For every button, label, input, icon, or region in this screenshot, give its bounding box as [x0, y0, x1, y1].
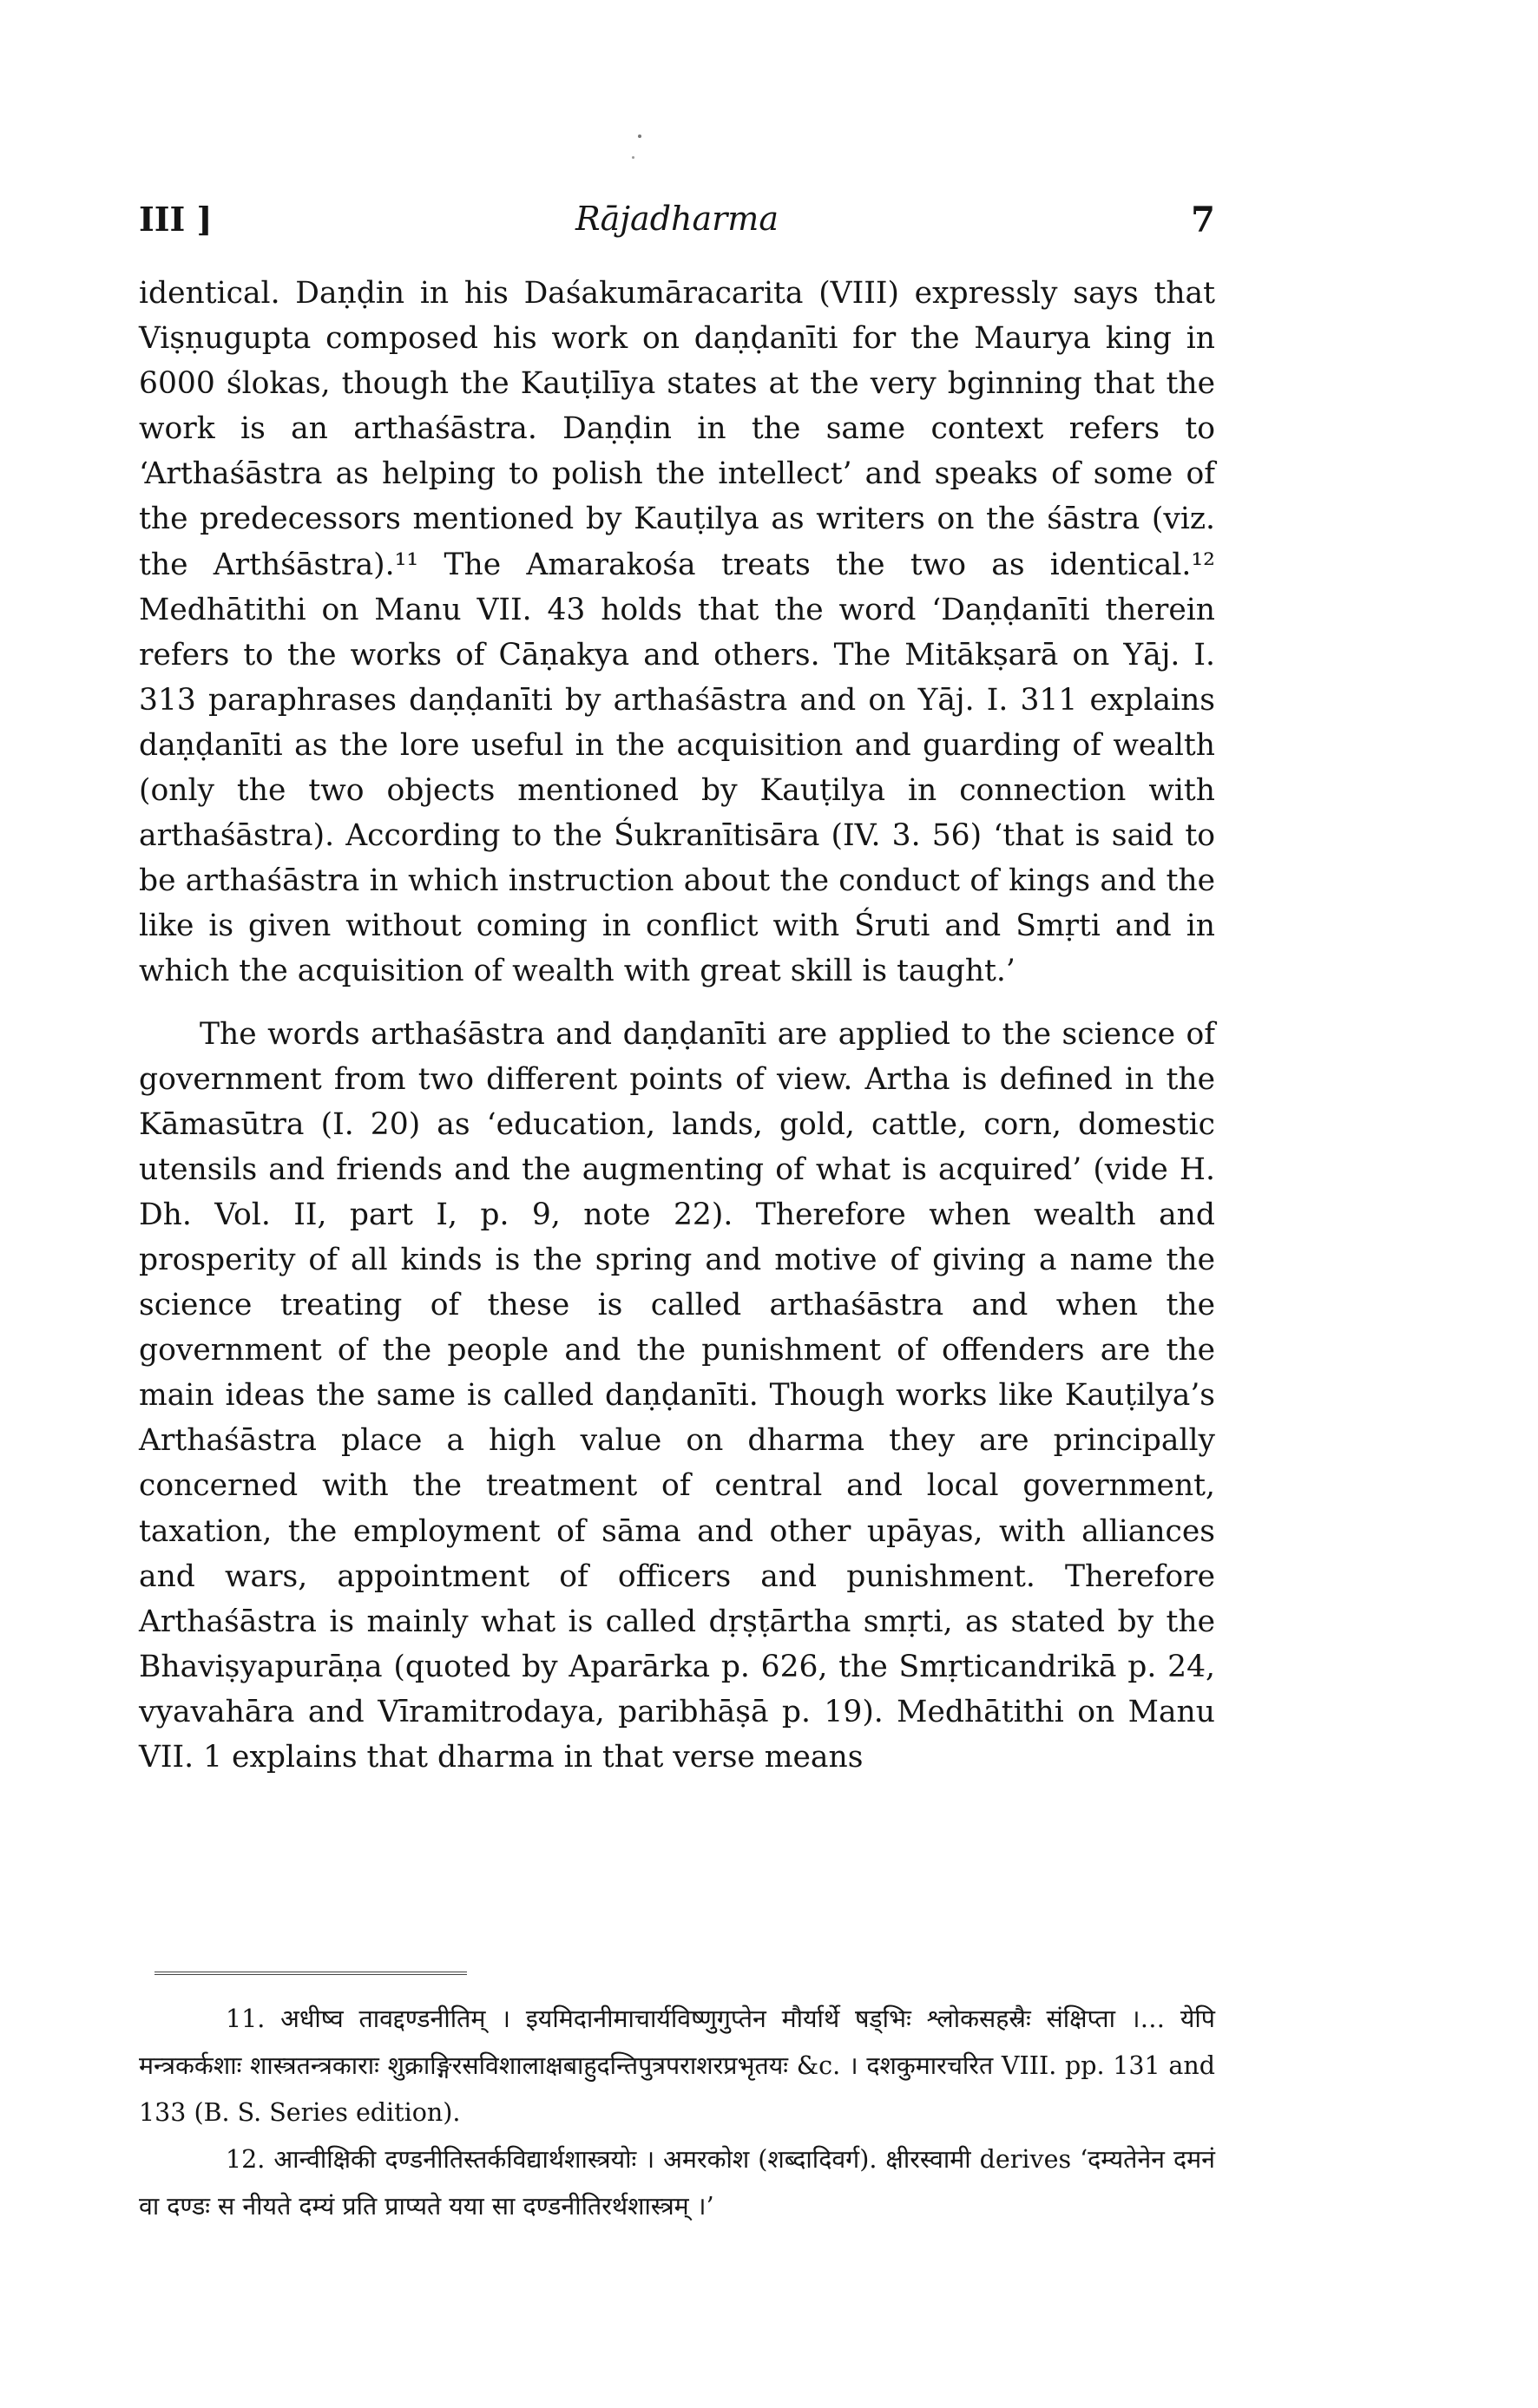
footnote-12: 12. आन्वीक्षिकी दण्डनीतिस्तर्कविद्यार्थशास्त्रयोः । अमरकोश (शब्दादिवर्ग). क्षीरस्वामी derives ‘दम्यतेनेन दमनं वा दण्डः स नीयते दम्यं प्रति प्राप्यते यया सा दण्डनीतिरर्थशास्त्रम् ।’ — [139, 2145, 1215, 2221]
running-title: Rājadharma — [575, 200, 779, 238]
main-text — [139, 271, 1215, 1780]
paragraph: The words arthaśāstra and daṇḍanīti are applied to the science of government from two different points of view. Artha is defined in the Kāmasūtra (I. 20) as ‘education, lands, gold, cattle, corn, domestic utensils and friends and the augmenting of what is acquired’ (vide H. Dh. Vol. II, part I, p. 9, note 22). Therefore when wealth and prosperity of all kinds is the spring and motive of giving a name the science treating of these is called arthaśāstra and when the government of the people and the punishment of offenders are the main ideas the same is called daṇḍanīti. Though works like Kauṭilya’s Arthaśāstra place a high value on dharma they are principally concerned with the treatment of central and local government, taxation, the employment of sāma and other upāyas, with alliances and wars, appointment of officers and punishment. Therefore Arthaśāstra is mainly what is called dṛṣṭārtha smṛti, as stated by the Bhaviṣyapurāṇa (quoted by Aparārka p. 626, the Smṛticandrikā p. 24, vyavahāra and Vīramitrodaya, paribhāṣā p. 19). Medhātithi on Manu VII. 1 explains that dharma in that verse means — [139, 1016, 1215, 1775]
page-number: 7 — [1191, 200, 1215, 240]
speck-mark — [632, 156, 634, 159]
speck-mark — [638, 135, 641, 138]
running-header — [139, 200, 1215, 252]
paragraph: identical. Daṇḍin in his Daśakumāracarita (VIII) expressly says that Viṣṇugupta composed his work on daṇḍanīti for the Maurya king in 6000 ślokas, though the Kauṭilīya states at the very bginning that the work is an arthaśāstra. Daṇḍin in the same context refers to ‘Arthaśāstra as helping to polish the intellect’ and speaks of some of the predecessors mentioned by Kauṭilya as writers on the śāstra (viz. the Arthśāstra).¹¹ The Amarakośa treats the two as identical.¹² Medhātithi on Manu VII. 43 holds that the word ‘Daṇḍanīti therein refers to the works of Cāṇakya and others. The Mitākṣarā on Yāj. I. 313 paraphrases daṇḍanīti by arthaśāstra and on Yāj. I. 311 explains daṇḍanīti as the lore useful in the acquisition and guarding of wealth (only the two objects mentioned by Kauṭilya in connection with arthaśāstra). According to the Śukranītisāra (IV. 3. 56) ‘that is said to be arthaśāstra in which instruction about the conduct of kings and the like is given without coming in conflict with Śruti and Smṛti and in which the acquisition of wealth with great skill is taught.’ — [139, 276, 1215, 989]
footnote-separator — [154, 1972, 467, 1975]
footnotes — [139, 1996, 1215, 2230]
footnote-11: 11. अधीष्व तावद्दण्डनीतिम् । इयमिदानीमाचार्यविष्णुगुप्तेन मौर्यार्थे षड्भिः श्लोकसहस्रैः संक्षिप्ता ।… येपि मन्त्रकर्कशाः शास्त्रतन्त्रकाराः शुक्राङ्गिरसविशालाक्षबाहुदन्तिपुत्रपराशरप्रभृतयः &c. । दशकुमारचरित VIII. pp. 131 and 133 (B. S. Series edition). — [139, 2004, 1215, 2127]
chapter-marker: III ] — [139, 200, 213, 239]
